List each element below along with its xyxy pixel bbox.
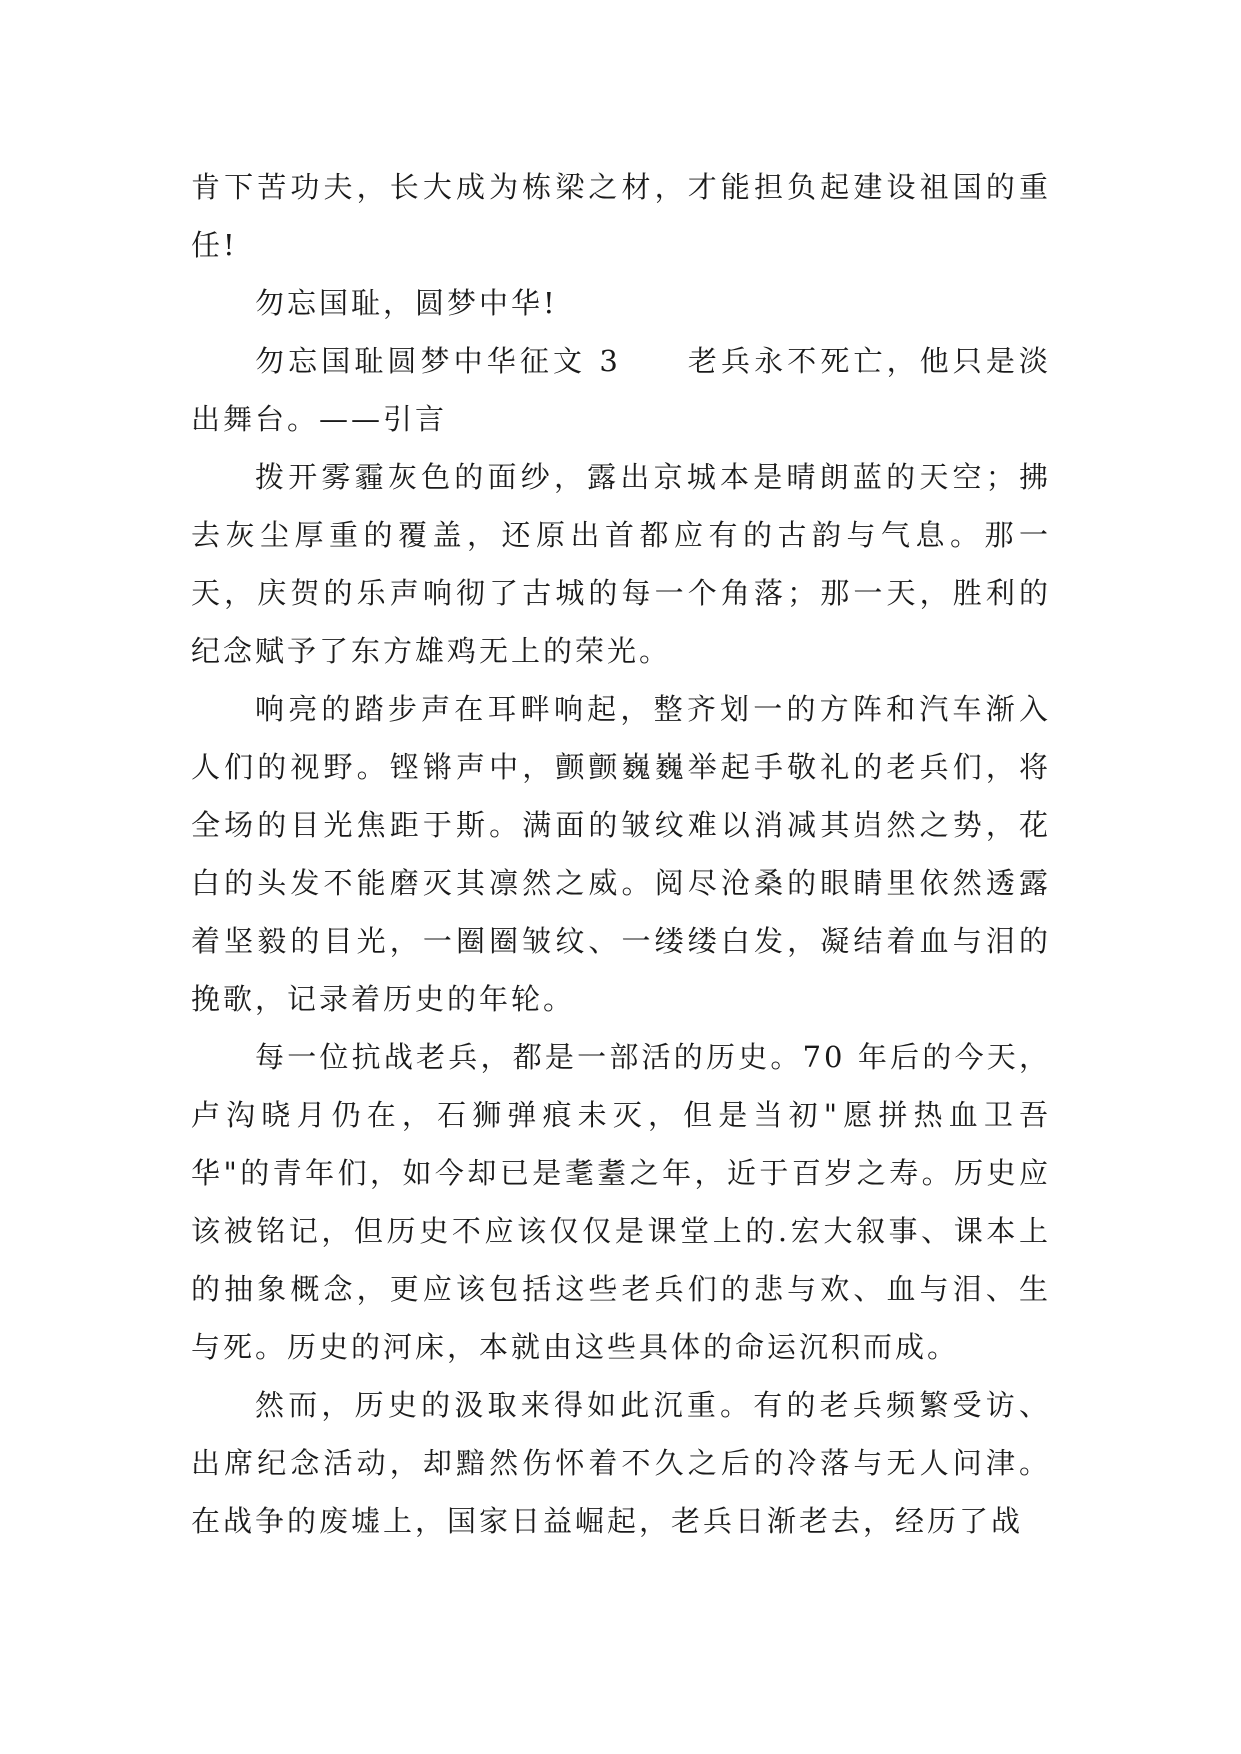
paragraph-1: 肯下苦功夫，长大成为栋梁之材，才能担负起建设祖国的重任!: [191, 170, 1051, 262]
paragraph-3: [191, 332, 1051, 448]
paragraph-2: 勿忘国耻，圆梦中华!: [255, 286, 558, 320]
paragraph-4: 拨开雾霾灰色的面纱，露出京城本是晴朗蓝的天空；拂去灰尘厚重的覆盖，还原出首都应有的古韵与气息。那一天，庆贺的乐声响彻了古城的每一个角落；那一天，胜利的纪念赋予了东方雄鸡无上的荣光。: [191, 460, 1051, 668]
document-body: [191, 158, 1051, 1550]
essay-title: 勿忘国耻圆梦中华征文 3: [255, 344, 621, 378]
paragraph-7: 然而，历史的汲取来得如此沉重。有的老兵频繁受访、出席纪念活动，却黯然伤怀着不久之后的冷落与无人问津。在战争的废墟上，国家日益崛起，老兵日渐老去，经历了战: [191, 1388, 1051, 1538]
paragraph-5: 响亮的踏步声在耳畔响起，整齐划一的方阵和汽车渐入人们的视野。铿锵声中，颤颤巍巍举起手敬礼的老兵们，将全场的目光焦距于斯。满面的皱纹难以消减其岿然之势，花白的头发不能磨灭其凛然之威。阅尽沧桑的眼睛里依然透露着坚毅的目光，一圈圈皱纹、一缕缕白发，凝结着血与泪的挽歌，记录着历史的年轮。: [191, 692, 1051, 1016]
epigraph: 老兵永不死亡，他只是淡出舞台。——引言: [191, 344, 1051, 436]
paragraph-6: 每一位抗战老兵，都是一部活的历史。70 年后的今天，卢沟晓月仍在，石狮弹痕未灭，但是当初"愿拼热血卫吾华"的青年们，如今却已是耄耋之年，近于百岁之寿。历史应该被铭记，但历史不应该仅仅是课堂上的.宏大叙事、课本上的抽象概念，更应该包括这些老兵们的悲与欢、血与泪、生与死。历史的河床，本就由这些具体的命运沉积而成。: [191, 1040, 1051, 1364]
